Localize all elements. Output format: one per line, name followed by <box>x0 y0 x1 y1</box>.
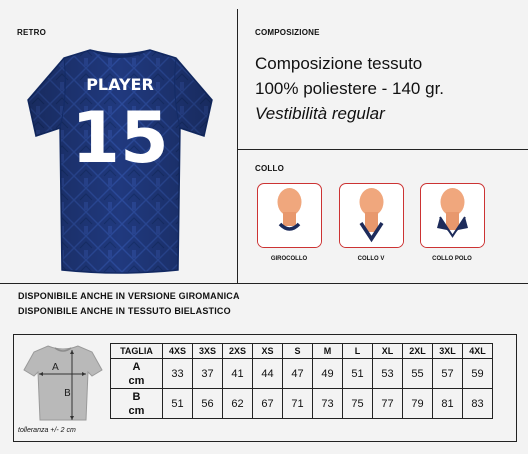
measure-a-label: A <box>52 362 59 373</box>
size-header-label: TAGLIA <box>111 344 163 359</box>
size-cell: 47 <box>283 359 313 389</box>
size-cell: 79 <box>403 389 433 419</box>
row-label-unit: cm <box>128 374 145 387</box>
collar-card-collo-polo <box>420 183 485 248</box>
v-neck-icon <box>340 184 403 247</box>
collar-card-collo-v <box>339 183 404 248</box>
tshirt-measure-icon <box>22 342 104 424</box>
size-header-cell: S <box>283 344 313 359</box>
size-cell: 41 <box>223 359 253 389</box>
section-divider <box>0 283 528 284</box>
row-label-unit: cm <box>128 404 145 417</box>
size-cell: 49 <box>313 359 343 389</box>
size-cell: 62 <box>223 389 253 419</box>
size-header-cell: 4XS <box>163 344 193 359</box>
polo-collar-icon <box>421 184 484 247</box>
retro-label: RETRO <box>17 28 46 37</box>
size-cell: 33 <box>163 359 193 389</box>
size-header-cell: L <box>343 344 373 359</box>
row-label-letter: A <box>132 360 141 373</box>
size-cell: 81 <box>433 389 463 419</box>
size-cell: 83 <box>463 389 493 419</box>
tolerance-note: tolleranza +/- 2 cm <box>18 427 76 434</box>
row-label <box>111 389 163 419</box>
row-label <box>111 359 163 389</box>
horizontal-divider <box>237 149 528 150</box>
availability-giromanica: DISPONIBILE ANCHE IN VERSIONE GIROMANICA <box>18 291 240 301</box>
size-cell: 55 <box>403 359 433 389</box>
composition-title: Composizione tessuto <box>255 54 423 73</box>
size-cell: 75 <box>343 389 373 419</box>
size-cell: 51 <box>163 389 193 419</box>
size-header-cell: 4XL <box>463 344 493 359</box>
size-cell: 71 <box>283 389 313 419</box>
jersey-icon <box>26 44 214 274</box>
size-cell: 57 <box>433 359 463 389</box>
size-header-cell: M <box>313 344 343 359</box>
vertical-divider <box>237 9 238 283</box>
availability-bielastico: DISPONIBILE ANCHE IN TESSUTO BIELASTICO <box>18 306 231 316</box>
size-cell: 51 <box>343 359 373 389</box>
size-header-cell: 3XS <box>193 344 223 359</box>
collar-caption-collo-polo: COLLO POLO <box>432 256 472 262</box>
size-cell: 59 <box>463 359 493 389</box>
composizione-label: COMPOSIZIONE <box>255 28 320 37</box>
size-row-a <box>111 359 493 389</box>
size-cell: 56 <box>193 389 223 419</box>
jersey-name-text: PLAYER <box>86 75 154 94</box>
composition-material: 100% poliestere - 140 gr. <box>255 79 445 98</box>
composition-fit: Vestibilità regular <box>255 104 385 123</box>
collar-caption-girocollo: GIROCOLLO <box>270 256 308 262</box>
size-cell: 77 <box>373 389 403 419</box>
size-header-cell: 2XS <box>223 344 253 359</box>
size-header-cell: 3XL <box>433 344 463 359</box>
measure-b-label: B <box>64 388 71 399</box>
size-table <box>110 343 493 419</box>
size-header-cell: XS <box>253 344 283 359</box>
size-cell: 53 <box>373 359 403 389</box>
jersey-back-image <box>26 44 214 274</box>
size-header-row <box>111 344 493 359</box>
collar-card-girocollo <box>257 183 322 248</box>
size-cell: 37 <box>193 359 223 389</box>
collar-caption-collo-v: COLLO V <box>357 256 385 262</box>
size-cell: 44 <box>253 359 283 389</box>
collo-label: COLLO <box>255 164 284 173</box>
size-row-b <box>111 389 493 419</box>
jersey-number-text: 15 <box>71 97 169 179</box>
size-header-cell: XL <box>373 344 403 359</box>
row-label-letter: B <box>132 390 141 403</box>
size-header-cell: 2XL <box>403 344 433 359</box>
size-cell: 73 <box>313 389 343 419</box>
size-cell: 67 <box>253 389 283 419</box>
measurement-diagram <box>22 342 104 424</box>
crew-neck-icon <box>258 184 321 247</box>
